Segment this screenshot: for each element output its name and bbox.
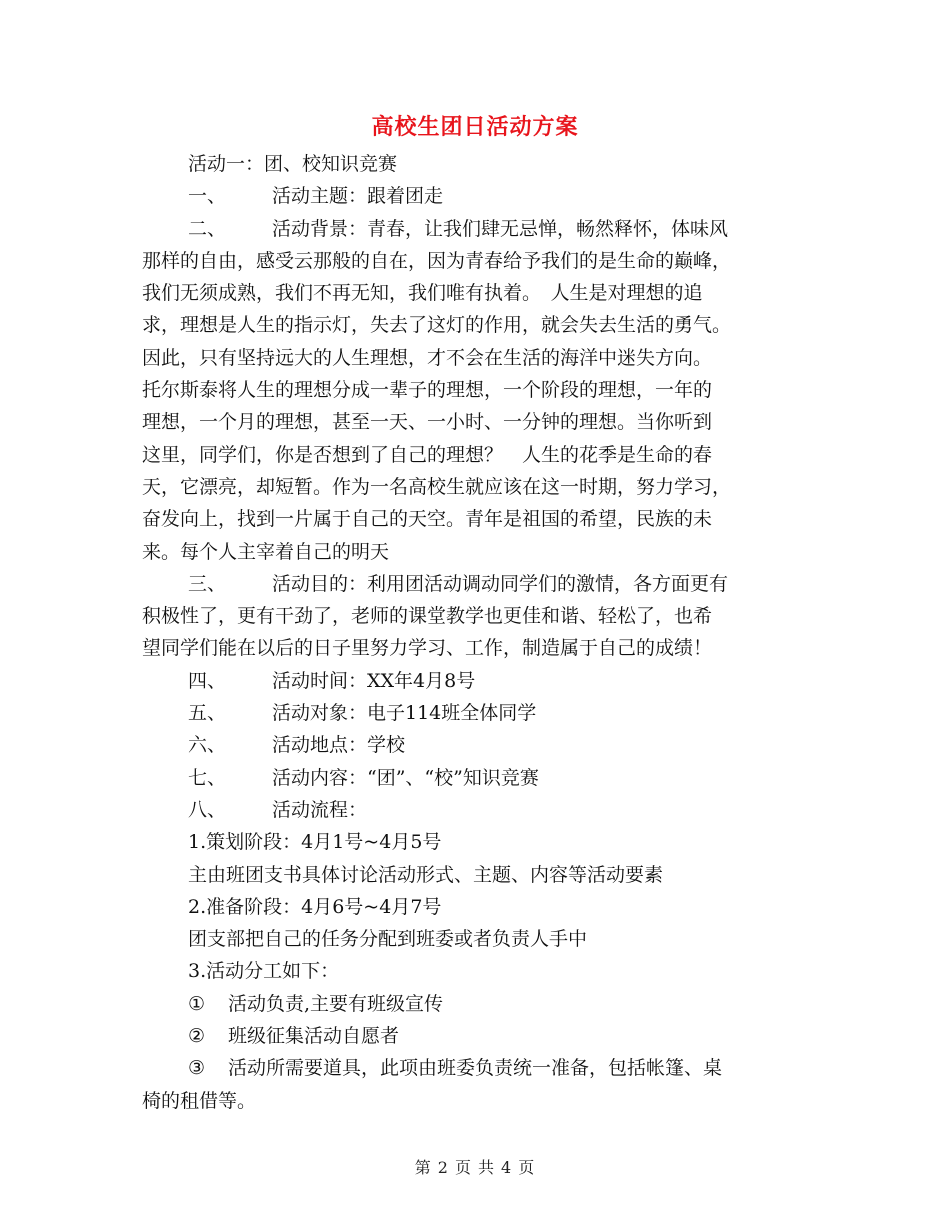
- section-line: [142, 794, 806, 826]
- process-line: 1.策划阶段：4月1号~4月5号: [188, 831, 442, 854]
- section-text: 活动内容：“团”、“校”知识竞赛: [272, 766, 539, 789]
- section-number: 三、: [188, 572, 227, 595]
- section-text: 活动对象：电子114班全体同学: [272, 702, 537, 725]
- paragraph-line: 天，它漂亮，却短暂。作为一名高校生就应该在这一时期，努力学习，: [142, 475, 732, 498]
- duty-line: [142, 1020, 806, 1052]
- paragraph-line: 奋发向上，找到一片属于自己的天空。青年是祖国的希望，民族的未: [142, 508, 713, 531]
- section-number: 八、: [188, 798, 227, 821]
- paragraph-line: 这里，同学们，你是否想到了自己的理想？ 人生的花季是生命的春: [142, 443, 713, 466]
- process-line: 2.准备阶段：4月6号~4月7号: [188, 895, 442, 918]
- duty-text: 活动所需要道具，此项由班委负责统一准备，包括帐篷、桌: [228, 1057, 723, 1080]
- section-text: 活动目的：利用团活动调动同学们的激情，各方面更有: [272, 572, 729, 595]
- activity-heading: 活动一：团、校知识竞赛: [188, 153, 398, 175]
- duty-text: 活动负责,主要有班级宣传: [228, 992, 444, 1015]
- section-text: 活动地点：学校: [272, 734, 406, 757]
- duty-line: [142, 1052, 806, 1084]
- document-title: 高校生团日活动方案: [371, 114, 579, 140]
- section-text: 活动背景：青春，让我们肆无忌惮，畅然释怀，体味风: [272, 217, 729, 240]
- paragraph-line: 来。每个人主宰着自己的明天: [142, 540, 390, 563]
- section-line: [142, 665, 806, 697]
- section-line: [142, 697, 806, 729]
- paragraph-line: 因此，只有坚持远大的人生理想，才不会在生活的海洋中迷失方向。: [142, 346, 713, 369]
- section-line: [142, 213, 806, 245]
- circled-number: ①: [188, 992, 206, 1015]
- section-text: 活动主题：跟着团走: [272, 185, 444, 208]
- paragraph-line: 积极性了，更有干劲了，老师的课堂教学也更佳和谐、轻松了，也希: [142, 605, 713, 628]
- section-line: [142, 762, 806, 794]
- footer-page-number: 2: [437, 1158, 449, 1177]
- circled-number: ②: [188, 1025, 206, 1048]
- paragraph-line: 椅的租借等。: [142, 1089, 257, 1112]
- document-body: [142, 148, 806, 1117]
- section-text: 活动流程：: [272, 798, 368, 821]
- footer-prefix: 第: [414, 1158, 432, 1177]
- section-line: [142, 180, 806, 212]
- section-line: [142, 568, 806, 600]
- section-number: 五、: [188, 702, 227, 725]
- footer-total-word: 共: [478, 1158, 496, 1177]
- process-line: 团支部把自己的任务分配到班委或者负责人手中: [188, 928, 588, 951]
- duty-line: [142, 988, 806, 1020]
- footer-page-word: 页: [454, 1158, 472, 1177]
- paragraph-line: 求，理想是人生的指示灯，失去了这灯的作用，就会失去生活的勇气。: [142, 314, 732, 337]
- paragraph-line: 望同学们能在以后的日子里努力学习、工作，制造属于自己的成绩！: [142, 637, 713, 660]
- footer-total-pages: 4: [501, 1158, 513, 1177]
- duty-text: 班级征集活动自愿者: [228, 1025, 400, 1048]
- circled-number: ③: [188, 1057, 206, 1080]
- paragraph-line: 那样的自由，感受云那般的自在，因为青春给予我们的是生命的巅峰，: [142, 249, 732, 272]
- section-number: 一、: [188, 185, 227, 208]
- section-number: 四、: [188, 669, 227, 692]
- section-number: 二、: [188, 217, 227, 240]
- process-line: 3.活动分工如下：: [188, 960, 340, 983]
- section-number: 七、: [188, 766, 227, 789]
- section-line: [142, 729, 806, 761]
- paragraph-line: 我们无须成熟，我们不再无知，我们唯有执着。 人生是对理想的追: [142, 282, 703, 305]
- section-text: 活动时间：XX年4月8号: [272, 669, 476, 692]
- paragraph-line: 托尔斯泰将人生的理想分成一辈子的理想，一个阶段的理想，一年的: [142, 379, 713, 402]
- paragraph-line: 理想，一个月的理想，甚至一天、一小时、一分钟的理想。当你听到: [142, 411, 713, 434]
- footer-suffix: 页: [518, 1158, 536, 1177]
- page-footer: [0, 1155, 950, 1178]
- section-number: 六、: [188, 734, 227, 757]
- process-line: 主由班团支书具体讨论活动形式、主题、内容等活动要素: [188, 863, 664, 886]
